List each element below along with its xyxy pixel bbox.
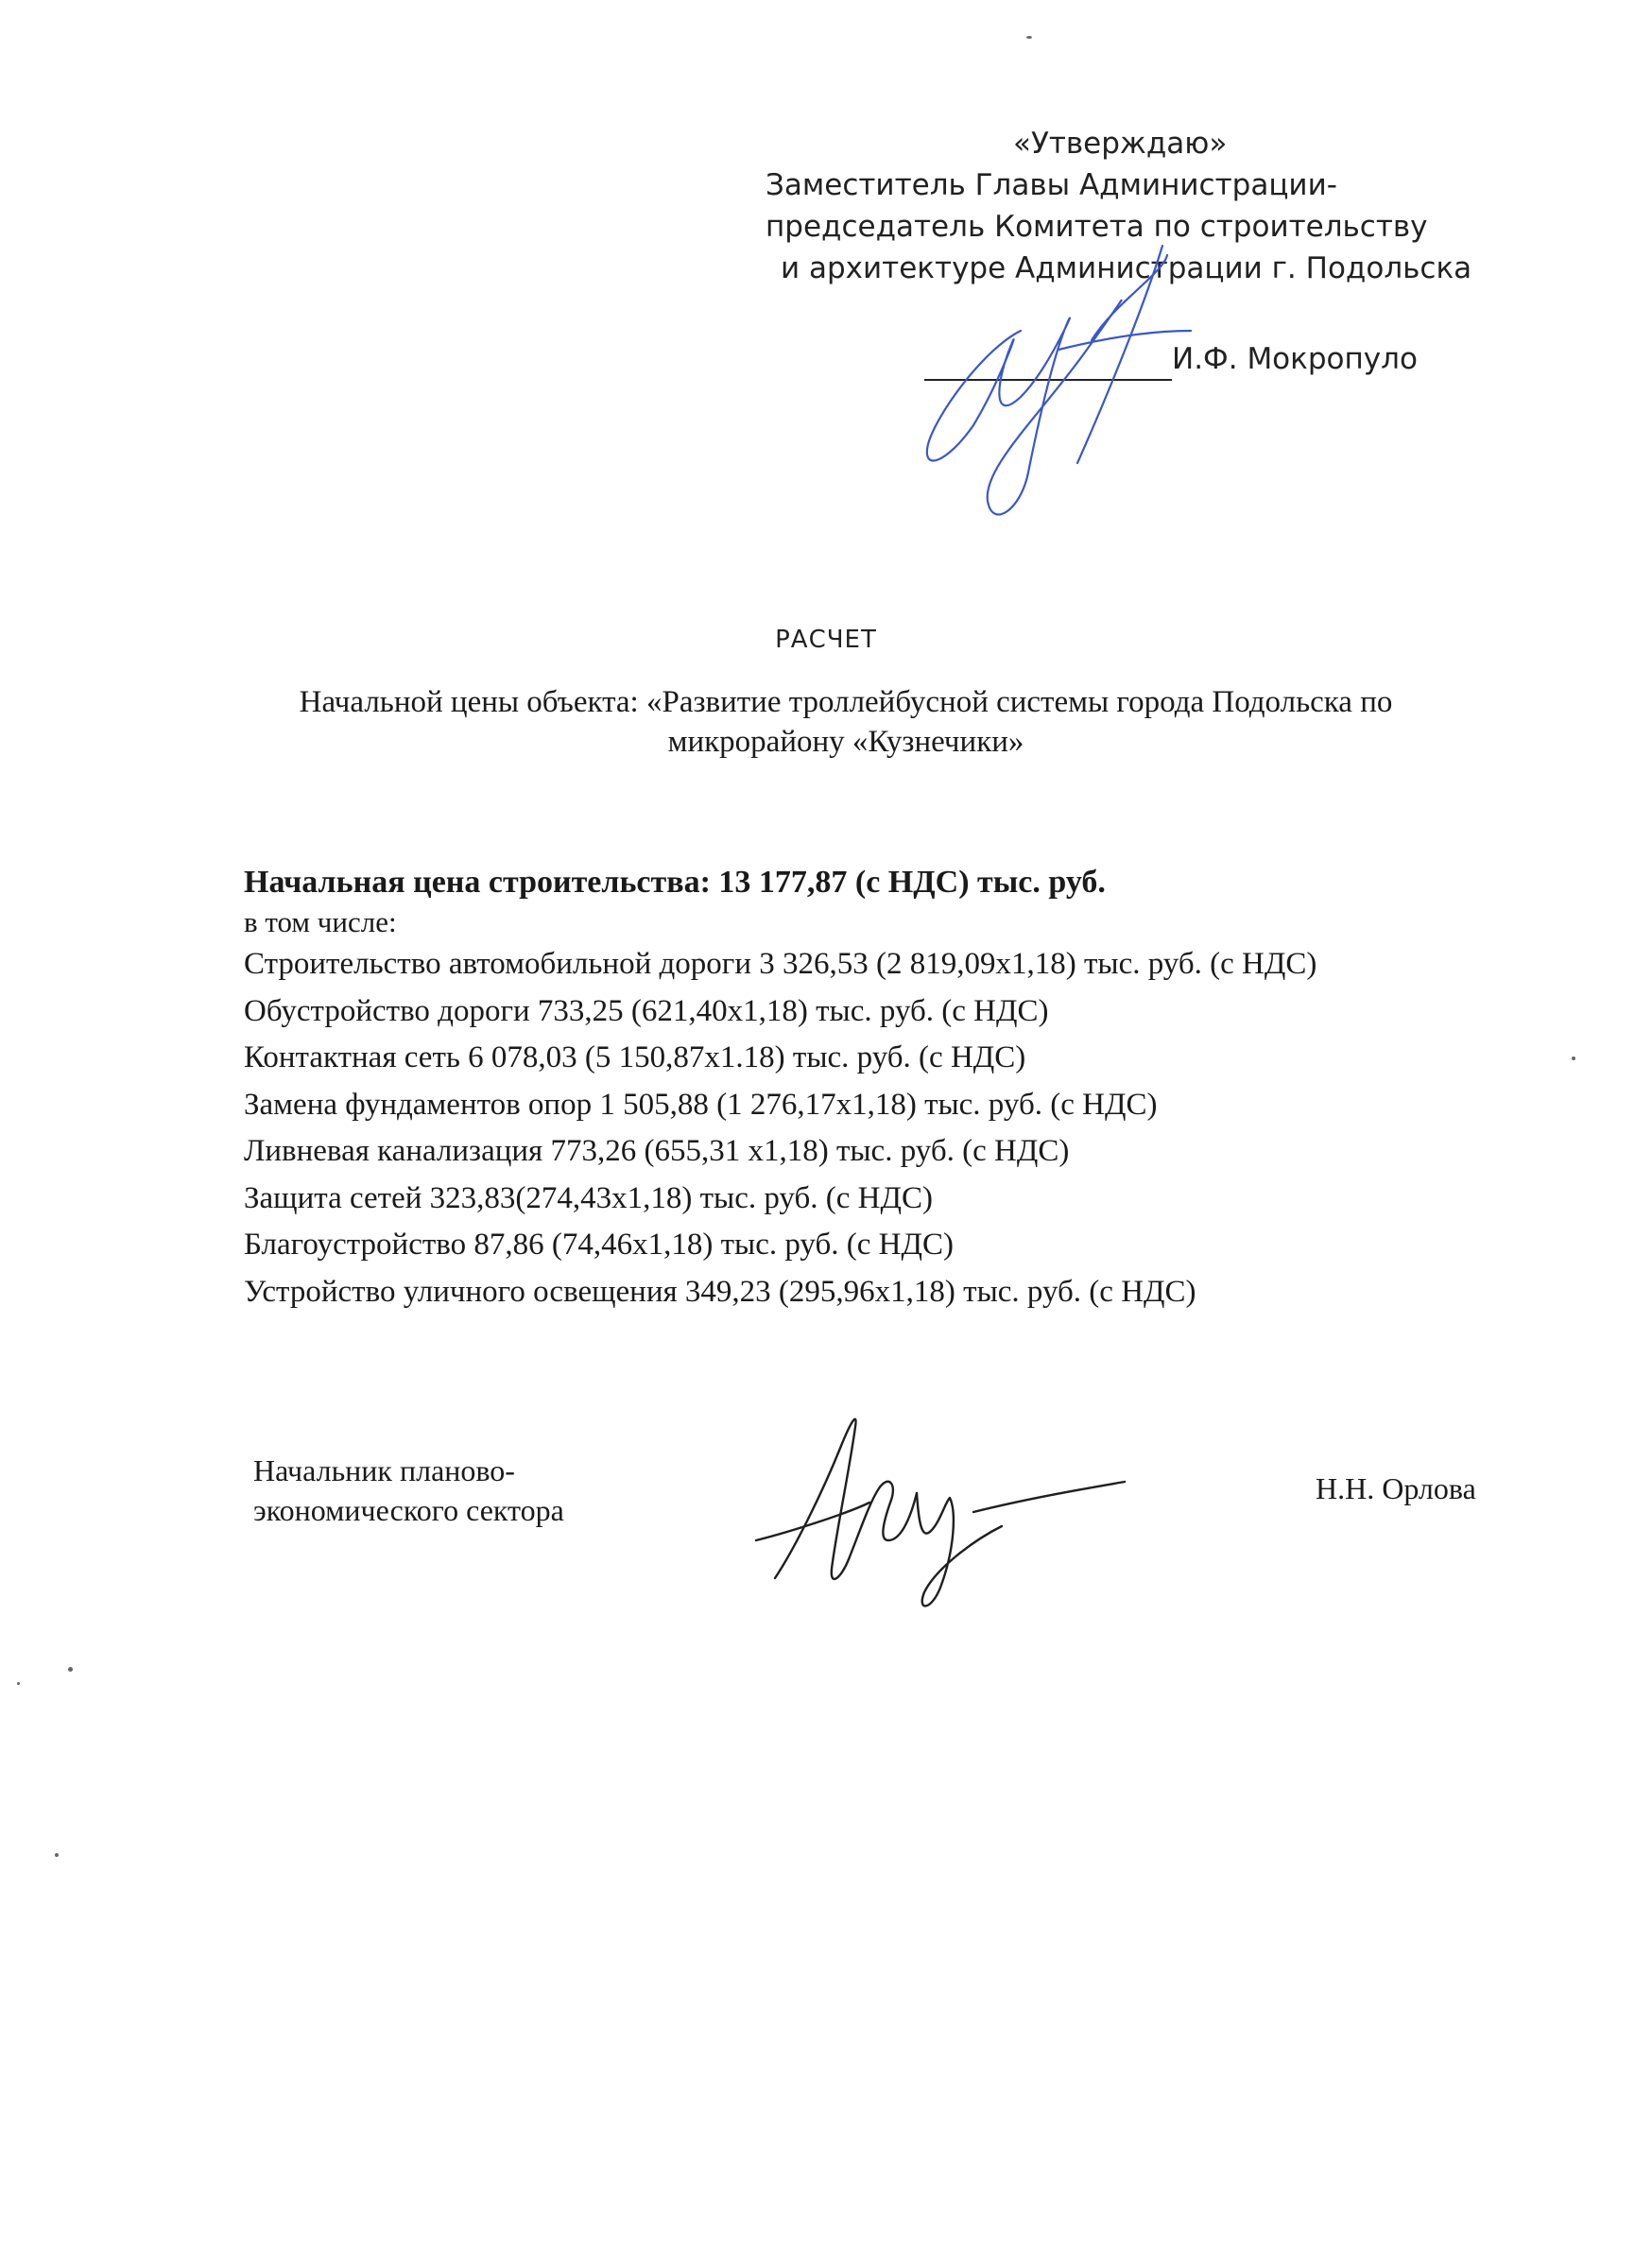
cost-item: Благоустройство 87,86 (74,46х1,18) тыс. руб. (с НДС) xyxy=(244,1228,955,1262)
scan-speck xyxy=(1572,1057,1575,1060)
approval-position-line1: Заместитель Главы Администрации- xyxy=(766,168,1337,202)
signer-position-line1: Начальник планово- xyxy=(253,1453,515,1487)
subject-line2: микрорайону «Кузнечики» xyxy=(667,725,1024,759)
signer-signature xyxy=(737,1399,1134,1625)
calculation-body xyxy=(244,862,1529,1315)
approval-position-line3: и архитектуре Администрации г. Подольска xyxy=(781,251,1472,285)
cost-item: Ливневая канализация 773,26 (655,31 х1,18) тыс. руб. (с НДС) xyxy=(244,1134,1070,1168)
scan-speck xyxy=(55,1853,59,1857)
total-price: Начальная цена строительства: 13 177,87 (с НДС) тыс. руб. xyxy=(244,865,1106,900)
subject-line1: Начальной цены объекта: «Развитие троллейбусной системы города Подольска по xyxy=(299,685,1393,719)
document-title: РАСЧЕТ xyxy=(775,626,877,654)
signer-position-line2: экономического сектора xyxy=(253,1493,564,1527)
signer-position xyxy=(253,1451,564,1530)
cost-item: Замена фундаментов опор 1 505,88 (1 276,17х1,18) тыс. руб. (с НДС) xyxy=(244,1087,1158,1122)
scan-speck xyxy=(17,1682,20,1685)
document-subject xyxy=(189,682,1503,762)
approver-name: И.Ф. Мокропуло xyxy=(1172,342,1418,376)
cost-item: Контактная сеть 6 078,03 (5 150,87х1.18) тыс. руб. (с НДС) xyxy=(244,1040,1026,1074)
approval-position-line2: председатель Комитета по строительству xyxy=(766,210,1428,244)
cost-item: Строительство автомобильной дороги 3 326,53 (2 819,09х1,18) тыс. руб. (с НДС) xyxy=(244,947,1317,981)
signer-name: Н.Н. Орлова xyxy=(1316,1471,1476,1505)
cost-item: Устройство уличного освещения 349,23 (295,96х1,18) тыс. руб. (с НДС) xyxy=(244,1274,1196,1309)
cost-items-list xyxy=(244,941,1529,1315)
scan-speck xyxy=(1026,36,1032,39)
approval-heading: «Утверждаю» xyxy=(1013,127,1228,161)
cost-item: Защита сетей 323,83(274,43х1,18) тыс. руб. (с НДС) xyxy=(244,1180,934,1215)
including-label: в том числе: xyxy=(244,905,397,938)
approver-signature xyxy=(879,189,1276,548)
cost-item: Обустройство дороги 733,25 (621,40х1,18) тыс. руб. (с НДС) xyxy=(244,993,1049,1028)
scan-speck xyxy=(68,1667,73,1672)
